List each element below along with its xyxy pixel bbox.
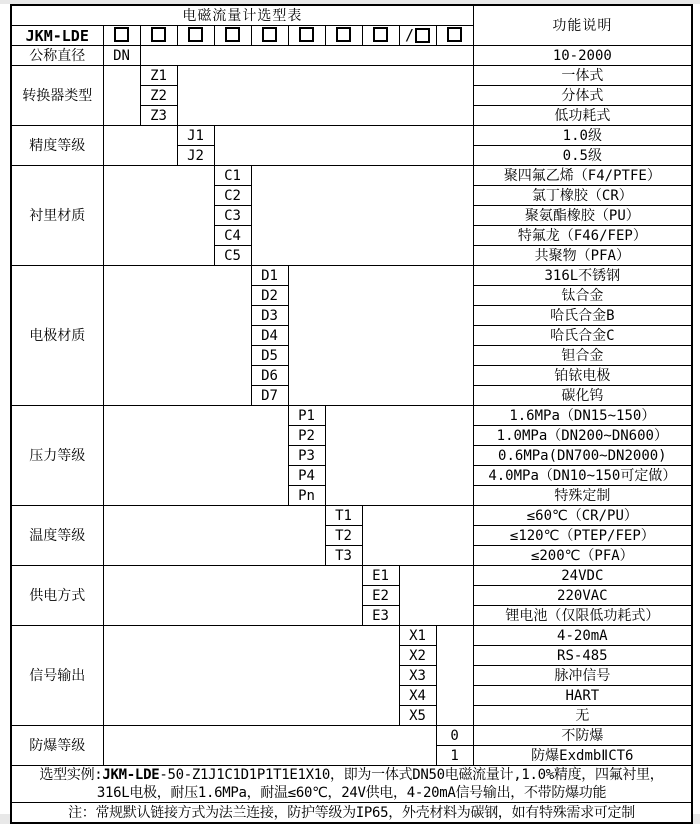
code-cell: Pn [288, 486, 325, 506]
code-cell: D3 [251, 306, 288, 326]
checkbox-cell-9 [399, 26, 436, 46]
desc-cell: 0.6MPa(DN700~DN2000) [473, 446, 692, 466]
desc-cell: 220VAC [473, 586, 692, 606]
example-label: 选型实例: [39, 767, 103, 783]
selection-table [10, 4, 693, 824]
desc-cell: ≤120℃（PTEP/FEP） [473, 526, 692, 546]
spacer-cell [399, 566, 473, 626]
desc-cell: 锂电池（仅限低功耗式） [473, 606, 692, 626]
selection-example [11, 766, 692, 803]
checkbox-cell-6 [288, 26, 325, 46]
code-cell: C3 [214, 206, 251, 226]
spacer-cell [103, 626, 399, 726]
category-pressure-class [11, 406, 692, 426]
spacer-cell [103, 566, 362, 626]
checkbox-icon [415, 28, 430, 43]
desc-cell: 一体式 [473, 66, 692, 86]
checkbox-cell-1 [103, 26, 140, 46]
code-cell: D6 [251, 366, 288, 386]
spacer-cell [103, 726, 436, 766]
category-lining-material [11, 166, 692, 186]
note-text: 注：常规默认链接方式为法兰连接，防护等级为IP65，外壳材料为碳钢，如有特殊需求可定制 [11, 803, 692, 824]
checkbox-cell-4 [214, 26, 251, 46]
desc-cell: 氯丁橡胶（CR） [473, 186, 692, 206]
code-cell: X3 [399, 666, 436, 686]
code-cell: P2 [288, 426, 325, 446]
desc-cell: 1.0级 [473, 126, 692, 146]
checkbox-cell-10 [436, 26, 473, 46]
category-label: 转换器类型 [11, 66, 103, 126]
code-cell: D4 [251, 326, 288, 346]
desc-cell: 1.0MPa（DN200~DN600） [473, 426, 692, 446]
code-cell: E3 [362, 606, 399, 626]
desc-cell: 4.0MPa（DN10~150可定做） [473, 466, 692, 486]
desc-cell: 碳化钨 [473, 386, 692, 406]
desc-cell: 哈氏合金C [473, 326, 692, 346]
spacer-cell [103, 266, 251, 406]
desc-cell: 防爆ExdmbⅡCT6 [473, 746, 692, 766]
desc-cell: 分体式 [473, 86, 692, 106]
checkbox-cell-2 [140, 26, 177, 46]
category-label: 压力等级 [11, 406, 103, 506]
checkbox-cell-3 [177, 26, 214, 46]
spacer-cell [251, 166, 473, 266]
spacer-cell [325, 406, 473, 506]
desc-cell: RS-485 [473, 646, 692, 666]
desc-cell: 1.6MPa（DN15~150） [473, 406, 692, 426]
category-label: 信号输出 [11, 626, 103, 726]
code-cell: X5 [399, 706, 436, 726]
desc-cell: 聚四氟乙烯（F4/PTFE） [473, 166, 692, 186]
desc-cell: 钛合金 [473, 286, 692, 306]
checkbox-icon [447, 27, 462, 42]
checkbox-cell-5 [251, 26, 288, 46]
desc-cell: 聚氨酯橡胶（PU） [473, 206, 692, 226]
code-cell: 1 [436, 746, 473, 766]
desc-cell: 无 [473, 706, 692, 726]
code-cell: D7 [251, 386, 288, 406]
category-label: 防爆等级 [11, 726, 103, 766]
category-label: 衬里材质 [11, 166, 103, 266]
category-explosion-proof [11, 726, 692, 746]
code-cell: E2 [362, 586, 399, 606]
category-power-supply [11, 566, 692, 586]
category-label: 供电方式 [11, 566, 103, 626]
desc-cell: 特氟龙（F46/FEP） [473, 226, 692, 246]
spacer-cell [103, 66, 140, 126]
desc-cell: 低功耗式 [473, 106, 692, 126]
note-row [11, 803, 692, 824]
function-column-header: 功能说明 [473, 5, 692, 46]
code-cell: J2 [177, 146, 214, 166]
code-cell: C2 [214, 186, 251, 206]
checkbox-icon [151, 27, 166, 42]
spacer-cell [214, 126, 473, 166]
desc-cell: 特殊定制 [473, 486, 692, 506]
desc-cell: 钽合金 [473, 346, 692, 366]
code-cell: P1 [288, 406, 325, 426]
checkbox-cell-8 [362, 26, 399, 46]
code-cell: X2 [399, 646, 436, 666]
desc-cell: 不防爆 [473, 726, 692, 746]
code-cell: T2 [325, 526, 362, 546]
code-cell: C1 [214, 166, 251, 186]
category-label: 电极材质 [11, 266, 103, 406]
desc-cell: 24VDC [473, 566, 692, 586]
code-cell: Z1 [140, 66, 177, 86]
code-cell: E1 [362, 566, 399, 586]
spacer-cell [103, 406, 288, 506]
code-cell: Z3 [140, 106, 177, 126]
desc-cell: 316L不锈钢 [473, 266, 692, 286]
desc-cell: 共聚物（PFA） [473, 246, 692, 266]
spacer-cell [362, 506, 473, 566]
desc-cell: HART [473, 686, 692, 706]
checkbox-icon [188, 27, 203, 42]
example-line2: 316L电极，耐压1.6MPa，耐温≤60℃，24V供电，4-20mA信号输出，不带防爆功能 [96, 785, 607, 801]
code-cell: X4 [399, 686, 436, 706]
code-cell: P3 [288, 446, 325, 466]
code-cell: P4 [288, 466, 325, 486]
code-cell: Z2 [140, 86, 177, 106]
desc-cell: ≤60℃（CR/PU） [473, 506, 692, 526]
spacer-cell [436, 626, 473, 726]
checkbox-icon [262, 27, 277, 42]
spacer-cell [140, 46, 473, 66]
desc-cell: 脉冲信号 [473, 666, 692, 686]
spacer-cell [177, 66, 473, 126]
example-row [11, 766, 692, 803]
spacer-cell [103, 126, 177, 166]
example-line1 [12, 766, 691, 784]
desc-cell: 铂铱电极 [473, 366, 692, 386]
desc-cell: 4-20mA [473, 626, 692, 646]
code-cell: D2 [251, 286, 288, 306]
category-converter-type [11, 66, 692, 86]
model-prefix: JKM-LDE [11, 26, 103, 46]
category-signal-output [11, 626, 692, 646]
category-accuracy-class [11, 126, 692, 146]
code-cell: D5 [251, 346, 288, 366]
code-cell: D1 [251, 266, 288, 286]
spacer-cell [103, 506, 325, 566]
code-cell: C4 [214, 226, 251, 246]
example-line1-rest: -50-Z1J1C1D1P1T1E1X10，即为一体式DN50电磁流量计,1.0%精度，四氟衬里， [159, 767, 664, 783]
checkbox-icon [299, 27, 314, 42]
checkbox-icon [114, 27, 129, 42]
spacer-cell [288, 266, 473, 406]
slash-separator: / [404, 26, 415, 44]
selection-table-page [0, 4, 700, 821]
checkbox-icon [373, 27, 388, 42]
code-cell: 0 [436, 726, 473, 746]
spacer-cell [103, 166, 214, 266]
category-label: 精度等级 [11, 126, 103, 166]
code-cell: J1 [177, 126, 214, 146]
code-cell: X1 [399, 626, 436, 646]
category-label: 公称直径 [11, 46, 103, 66]
checkbox-cell-7 [325, 26, 362, 46]
category-electrode-material [11, 266, 692, 286]
example-model: JKM-LDE [102, 767, 160, 783]
code-cell: C5 [214, 246, 251, 266]
category-temperature-class [11, 506, 692, 526]
table-title: 电磁流量计选型表 [11, 5, 473, 26]
category-label: 温度等级 [11, 506, 103, 566]
desc-cell: 0.5级 [473, 146, 692, 166]
desc-cell: 哈氏合金B [473, 306, 692, 326]
code-cell: T3 [325, 546, 362, 566]
checkbox-icon [225, 27, 240, 42]
desc-cell: 10-2000 [473, 46, 692, 66]
category-nominal-diameter [11, 46, 692, 66]
desc-cell: ≤200℃（PFA） [473, 546, 692, 566]
code-cell: T1 [325, 506, 362, 526]
checkbox-icon [336, 27, 351, 42]
code-cell: DN [103, 46, 140, 66]
